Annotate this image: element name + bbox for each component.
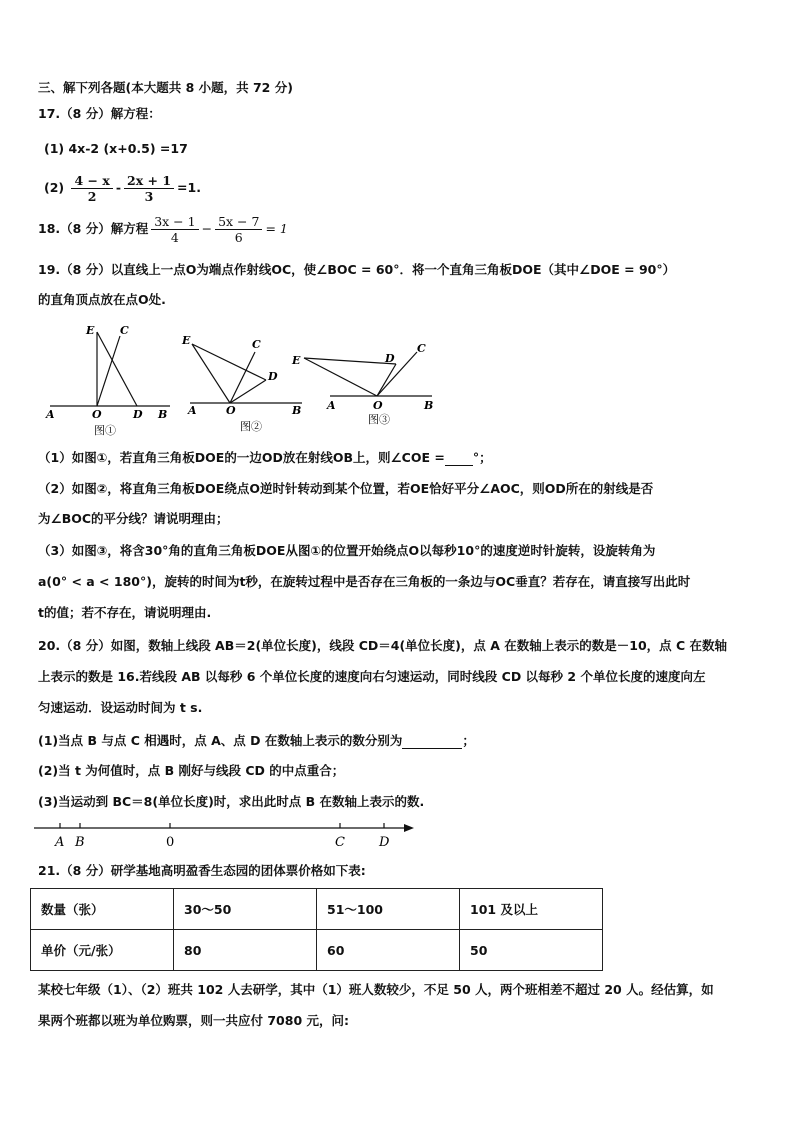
table-row — [31, 889, 603, 930]
q19-part3-line1: （3）如图③，将含30°角的直角三角板DOE从图①的位置开始绕点O以每秒10°的速度逆时针旋转，设旋转角为 — [38, 543, 656, 558]
q18-fraction-1 — [151, 214, 198, 245]
q18-f1-numerator: 3x − 1 — [151, 214, 198, 230]
q20-part3: (3)当运动到 BC＝8(单位长度)时，求出此时点 B 在数轴上表示的数. — [38, 794, 425, 809]
q21-title: 21.（8 分）研学基地高明盈香生态园的团体票价格如下表: — [38, 863, 366, 878]
fig3-caption: 图③ — [368, 413, 390, 426]
table-cell: 101 及以上 — [460, 889, 603, 930]
axis-label-D: D — [379, 835, 390, 850]
q20-line1: 20.（8 分）如图，数轴上线段 AB＝2(单位长度)，线段 CD＝4(单位长度)，点 A 在数轴上表示的数是－10，点 C 在数轴 — [38, 638, 728, 653]
table-row — [31, 930, 603, 971]
table-cell: 51～100 — [317, 889, 460, 930]
q17-title: 17.（8 分）解方程： — [38, 106, 161, 121]
q19-part1-suffix: °； — [472, 450, 492, 465]
q20-number-line — [30, 818, 430, 852]
fig2-label-O: O — [226, 404, 236, 417]
q18-title: 18.（8 分）解方程 — [38, 221, 149, 236]
q19-part1-answer-blank — [445, 453, 473, 466]
q17-fraction-1 — [71, 173, 112, 204]
fig3-label-B: B — [424, 399, 434, 412]
q21-after-line2: 果两个班都以班为单位购票，则一共应付 7080 元，问: — [38, 1013, 349, 1028]
fig1-label-E: E — [86, 324, 95, 337]
fig2-caption: 图② — [240, 420, 262, 433]
fig2-label-E: E — [182, 334, 191, 347]
table-cell: 80 — [174, 930, 317, 971]
q17-part2-label: (2) — [44, 180, 65, 195]
q20-part1-suffix: ； — [462, 733, 475, 748]
q17-part2 — [44, 171, 201, 205]
fig2-label-C: C — [252, 338, 261, 351]
axis-label-A: A — [55, 835, 65, 850]
fig2-label-D: D — [268, 370, 278, 383]
q19-part2-line1: （2）如图②，将直角三角板DOE绕点O逆时针转动到某个位置，若OE恰好平分∠AOC，则OD所在的射线是否 — [38, 481, 654, 496]
q18-f2-denominator: 6 — [234, 230, 243, 245]
fig1-label-A: A — [46, 408, 55, 421]
q17-f1-denominator: 2 — [87, 189, 97, 204]
q20-part1 — [38, 733, 475, 749]
q17-minus: - — [115, 180, 122, 195]
fig3-label-D: D — [385, 352, 395, 365]
q19-figures — [40, 318, 460, 438]
price-table — [30, 888, 603, 971]
fig1-caption: 图① — [94, 424, 116, 437]
q19-part1-text: （1）如图①，若直角三角板DOE的一边OD放在射线OB上，则∠COE = — [38, 450, 445, 465]
figure-2 — [190, 344, 302, 403]
q20-part2: (2)当 t 为何值时，点 B 刚好与线段 CD 的中点重合； — [38, 763, 345, 778]
q17-part1: (1) 4x-2 (x+0.5) =17 — [44, 141, 188, 156]
q19-part3-line3: t的值；若不存在，请说明理由. — [38, 605, 212, 620]
q17-f2-denominator: 3 — [144, 189, 154, 204]
q20-line2: 上表示的数是 16.若线段 AB 以每秒 6 个单位长度的速度向右匀速运动，同时线段 CD 以每秒 2 个单位长度的速度向左 — [38, 669, 706, 684]
q21-after-line1: 某校七年级（1）、（2）班共 102 人去研学，其中（1）班人数较少，不足 50 人，两个班相差不超过 20 人。经估算，如 — [38, 982, 714, 997]
table-cell: 单价（元/张） — [31, 930, 174, 971]
fig1-label-B: B — [158, 408, 168, 421]
q19-line1: 19.（8 分）以直线上一点O为端点作射线OC，使∠BOC = 60°．将一个直角三角板DOE（其中∠DOE = 90°） — [38, 262, 676, 277]
q17-f1-numerator: 4 − x — [71, 173, 112, 189]
q18-rhs: = 1 — [265, 221, 288, 236]
fig1-label-D: D — [133, 408, 143, 421]
table-cell: 30～50 — [174, 889, 317, 930]
q19-part3-line2: a(0° < a < 180°)，旋转的时间为t秒，在旋转过程中是否存在三角板的一条边与OC垂直？若存在，请直接写出此时 — [38, 574, 691, 589]
fig3-label-E: E — [292, 354, 301, 367]
figure-3 — [304, 352, 432, 396]
q19-part2-line2: 为∠BOC的平分线？请说明理由； — [38, 511, 229, 526]
q18-line — [38, 212, 288, 246]
fig2-label-B: B — [292, 404, 302, 417]
table-cell: 60 — [317, 930, 460, 971]
q19-line2: 的直角顶点放在点O处. — [38, 292, 166, 307]
q19-part1 — [38, 450, 492, 466]
table-cell: 数量（张） — [31, 889, 174, 930]
q18-minus: − — [201, 221, 213, 236]
fig3-label-A: A — [327, 399, 336, 412]
figure-1 — [50, 332, 170, 406]
fig3-label-C: C — [417, 342, 426, 355]
axis-label-C: C — [335, 835, 345, 850]
section-heading: 三、解下列各题(本大题共 8 小题，共 72 分) — [38, 80, 293, 95]
table-cell: 50 — [460, 930, 603, 971]
q18-f1-denominator: 4 — [170, 230, 179, 245]
q20-line3: 匀速运动．设运动时间为 t s. — [38, 700, 203, 715]
axis-label-zero: 0 — [166, 835, 175, 850]
fig1-label-C: C — [120, 324, 129, 337]
q17-f2-numerator: 2x + 1 — [124, 173, 174, 189]
fig1-label-O: O — [92, 408, 102, 421]
q20-part1-answer-blank — [402, 736, 462, 749]
axis-label-B: B — [75, 835, 85, 850]
q20-part1-text: (1)当点 B 与点 C 相遇时，点 A、点 D 在数轴上表示的数分别为 — [38, 733, 403, 748]
fig2-label-A: A — [188, 404, 197, 417]
q17-fraction-2 — [124, 173, 174, 204]
q18-fraction-2 — [215, 214, 262, 245]
q17-rhs: =1. — [177, 180, 201, 195]
q18-f2-numerator: 5x − 7 — [215, 214, 262, 230]
fig3-label-O: O — [373, 399, 383, 412]
